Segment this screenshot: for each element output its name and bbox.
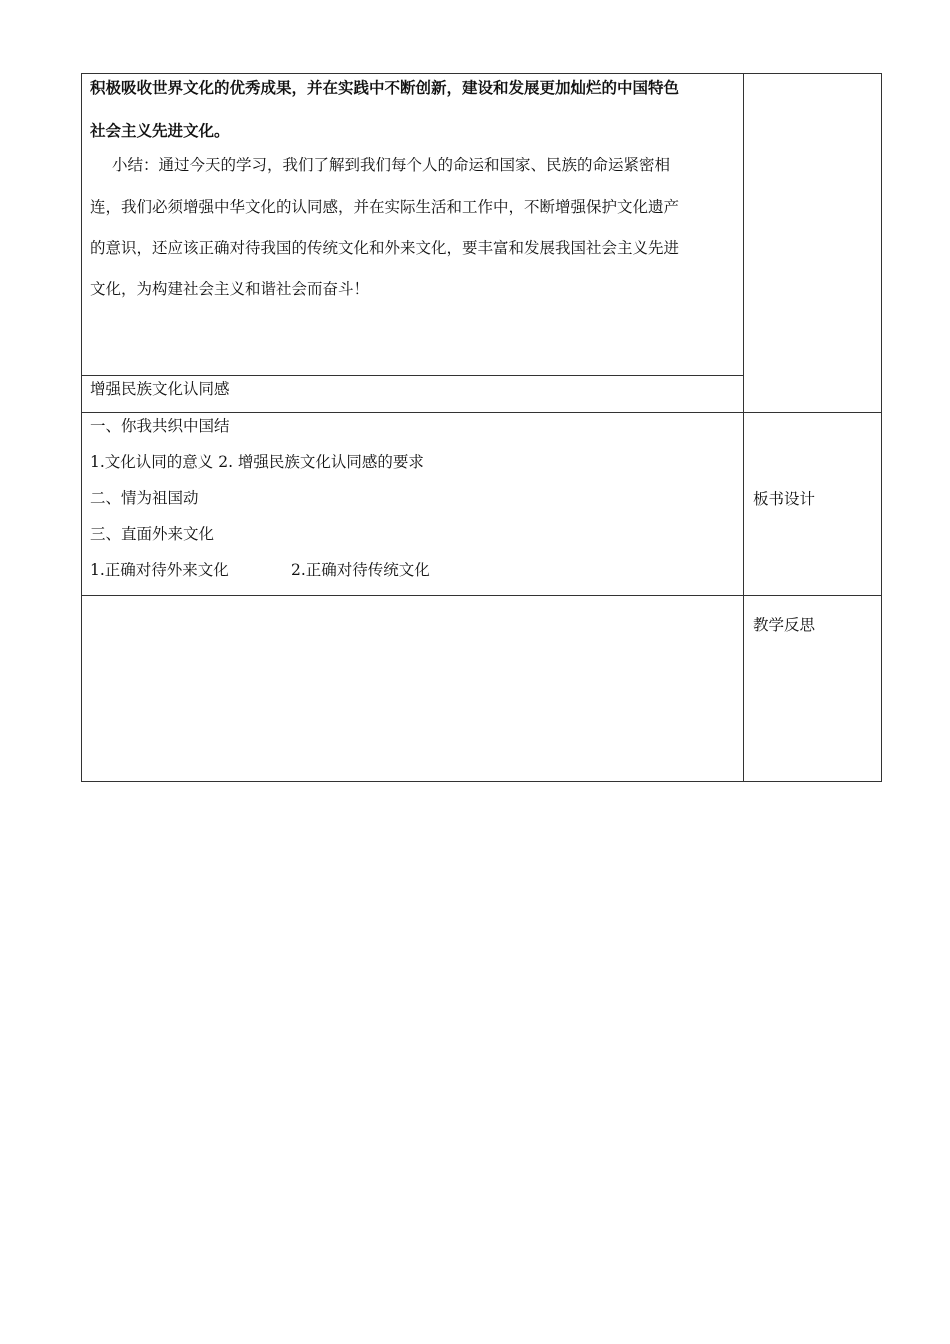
board-line-2: 1.文化认同的意义 2. 增强民族文化认同感的要求	[90, 453, 424, 471]
topic-title: 增强民族文化认同感	[90, 380, 230, 398]
table-border-left	[81, 73, 82, 782]
board-line-5b: 2.正确对待传统文化	[291, 561, 430, 579]
bold-text-line-1: 积极吸收世界文化的优秀成果，并在实践中不断创新，建设和发展更加灿烂的中国特色	[90, 79, 680, 97]
board-line-1: 一、你我共织中国结	[90, 417, 230, 435]
table-border-bottom	[81, 781, 882, 782]
summary-line-2: 连，我们必须增强中华文化的认同感，并在实际生活和工作中，不断增强保护文化遗产	[90, 198, 680, 216]
board-design-label: 板书设计	[753, 490, 816, 508]
column-divider	[743, 73, 744, 782]
board-line-4: 三、直面外来文化	[90, 525, 215, 543]
row-divider-board	[81, 412, 882, 413]
summary-line-3: 的意识，还应该正确对待我国的传统文化和外来文化，要丰富和发展我国社会主义先进	[90, 239, 680, 257]
board-line-5a: 1.正确对待外来文化	[90, 561, 229, 579]
summary-line-1: 小结：通过今天的学习，我们了解到我们每个人的命运和国家、民族的命运紧密相	[112, 156, 671, 174]
summary-line-4: 文化，为构建社会主义和谐社会而奋斗！	[90, 280, 370, 298]
topic-row-divider	[81, 375, 744, 376]
teaching-reflection-label: 教学反思	[753, 616, 816, 634]
table-border-top	[81, 73, 882, 74]
row-divider-reflection	[81, 595, 882, 596]
board-line-3: 二、情为祖国动	[90, 489, 199, 507]
bold-text-line-2: 社会主义先进文化。	[90, 122, 230, 140]
table-border-right	[881, 73, 882, 782]
